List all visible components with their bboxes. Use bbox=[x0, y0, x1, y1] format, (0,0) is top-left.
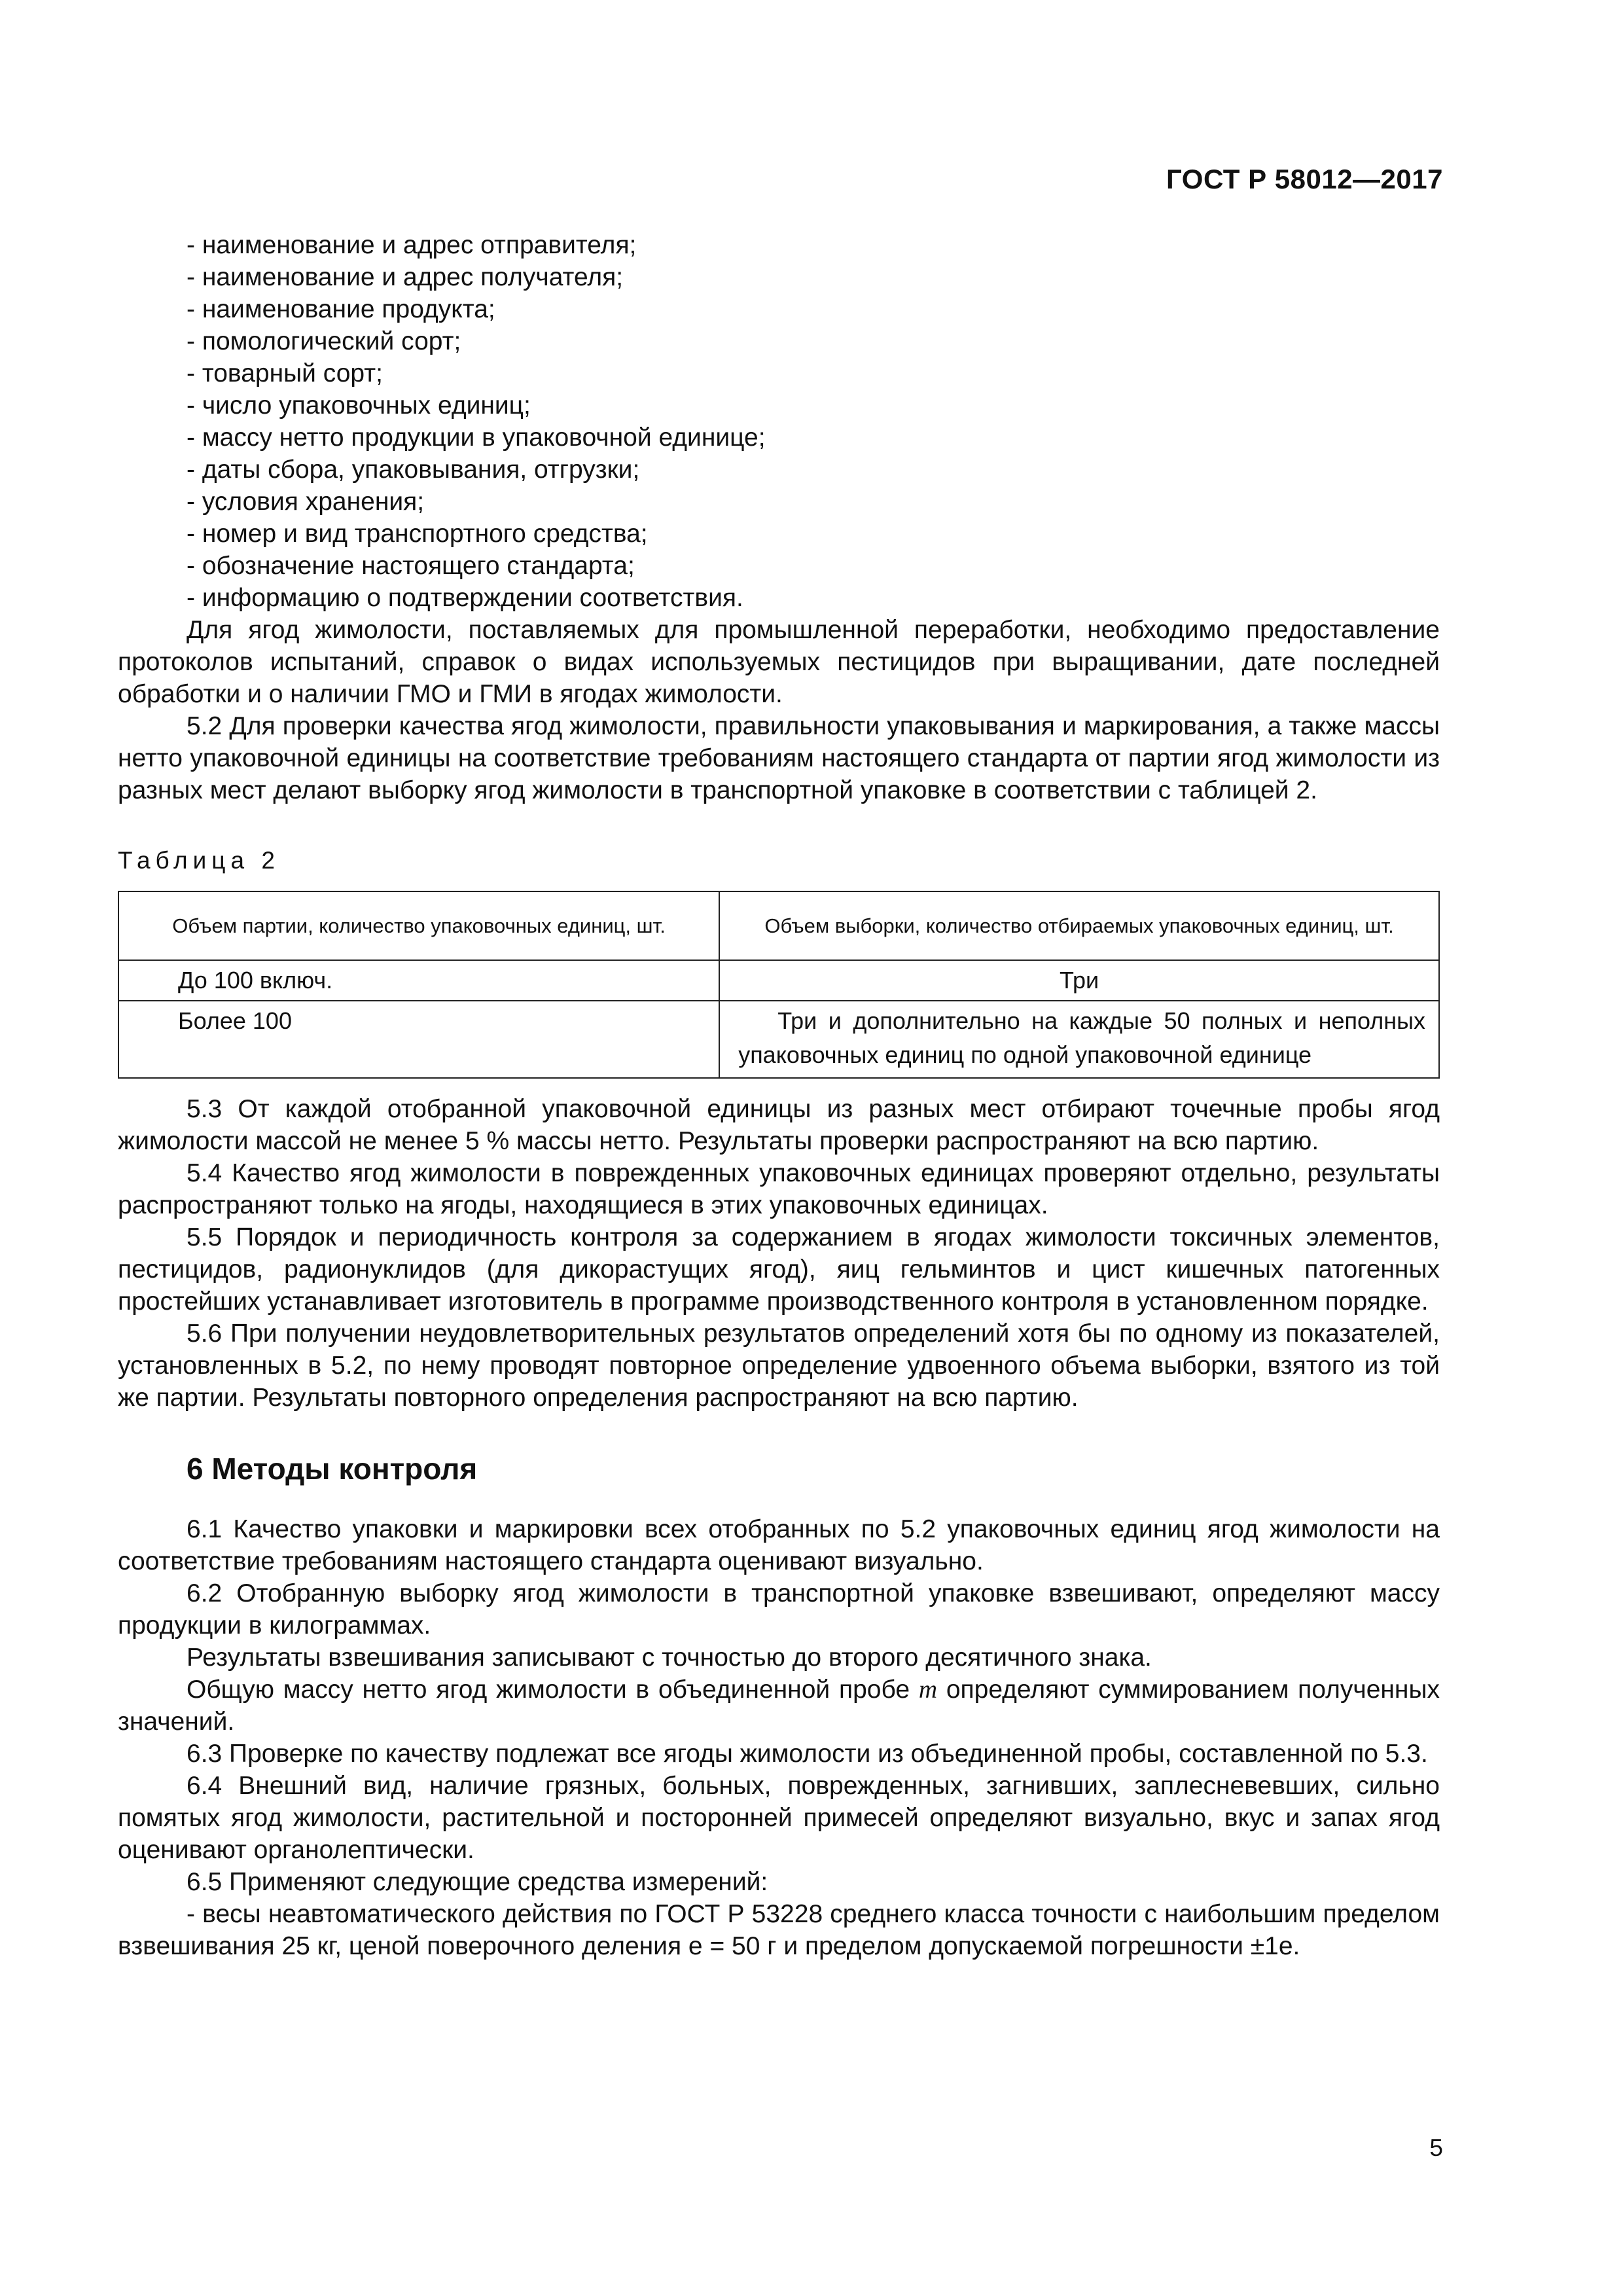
total-mass-text-end: определяют суммированием полученных значений. bbox=[118, 1676, 1440, 1736]
page-number: 5 bbox=[1429, 2134, 1443, 2161]
list-item: - номер и вид транспортного средства; bbox=[187, 520, 648, 548]
sampling-table bbox=[118, 891, 1440, 1079]
total-mass-text-start: Общую массу нетто ягод жимолости в объединенной пробе bbox=[187, 1676, 919, 1704]
list-item: - наименование и адрес получателя; bbox=[187, 263, 624, 291]
paragraph-weighing: Результаты взвешивания записывают с точностью до второго десятичного знака. bbox=[187, 1643, 1152, 1672]
list-item: - массу нетто продукции в упаковочной единице; bbox=[187, 423, 766, 452]
table-header-lot: Объем партии, количество упаковочных единиц, шт. bbox=[118, 891, 719, 960]
table-row bbox=[118, 960, 1439, 1001]
mass-variable: m bbox=[918, 1676, 938, 1704]
list-item: - наименование продукта; bbox=[187, 295, 495, 323]
paragraph-total-mass bbox=[118, 1674, 1440, 1738]
table-header-sample: Объем выборки, количество отбираемых упаковочных единиц, шт. bbox=[719, 891, 1439, 960]
list-item: - информацию о подтверждении соответствия. bbox=[187, 584, 743, 612]
paragraph-5-3: 5.3 От каждой отобранной упаковочной единицы из разных мест отбирают точечные пробы ягод жимолости массой не менее 5 % массы нетто. Результаты проверки распространяют на всю партию. bbox=[118, 1095, 1440, 1155]
table-cell-sample: Три и дополнительно на каждые 50 полных и неполных упаковочных единиц по одной упаковочной единице bbox=[719, 1001, 1439, 1078]
section-6-title: 6 Методы контроля bbox=[187, 1452, 478, 1486]
paragraph-6-1: 6.1 Качество упаковки и маркировки всех отобранных по 5.2 упаковочных единиц ягод жимолости на соответствие требованиям настоящего стандарта оценивают визуально. bbox=[118, 1515, 1440, 1575]
list-item: - помологический сорт; bbox=[187, 327, 461, 355]
paragraph-5-5: 5.5 Порядок и периодичность контроля за содержанием в ягодах жимолости токсичных элементов, пестицидов, радионуклидов (для дикорастущих ягод), яиц гельминтов и цист кишечных патогенных простейших устанавливает изготовитель в программе производственного контроля в установленном порядке. bbox=[118, 1223, 1440, 1316]
list-item: - наименование и адрес отправителя; bbox=[187, 231, 637, 259]
paragraph-5-2: 5.2 Для проверки качества ягод жимолости, правильности упаковывания и маркирования, а также массы нетто упаковочной единицы на соответствие требованиям настоящего стандарта от партии ягод жимолости из разных мест делают выборку ягод жимолости в транспортной упаковке в соответствии с таблицей 2. bbox=[118, 712, 1440, 804]
list-item: - даты сбора, упаковывания, отгрузки; bbox=[187, 456, 640, 484]
table-row bbox=[118, 1001, 1439, 1078]
paragraph-scales: - весы неавтоматического действия по ГОСТ Р 53228 среднего класса точности с наибольшим пределом взвешивания 25 кг, ценой поверочного деления e = 50 г и пределом допускаемой погрешности ±1e. bbox=[118, 1900, 1440, 1960]
paragraph-5-6: 5.6 При получении неудовлетворительных результатов определений хотя бы по одному из показателей, установленных в 5.2, по нему проводят повторное определение удвоенного объема выборки, взятого из той же партии. Результаты повторного определения распространяют на всю партию. bbox=[118, 1319, 1440, 1412]
list bbox=[118, 229, 1440, 614]
paragraph-6-3: 6.3 Проверке по качеству подлежат все ягоды жимолости из объединенной пробы, составленной по 5.3. bbox=[187, 1740, 1428, 1768]
paragraph-6-2: 6.2 Отобранную выборку ягод жимолости в транспортной упаковке взвешивают, определяют массу продукции в килограммах. bbox=[118, 1579, 1440, 1640]
paragraph-industrial-processing: Для ягод жимолости, поставляемых для промышленной переработки, необходимо предоставление протоколов испытаний, справок о видах используемых пестицидов при выращивании, дате последней обработки и о наличии ГМО и ГМИ в ягодах жимолости. bbox=[118, 616, 1440, 708]
list-item: - условия хранения; bbox=[187, 488, 425, 516]
paragraph-6-5: 6.5 Применяют следующие средства измерений: bbox=[187, 1868, 768, 1896]
table-caption: Таблица 2 bbox=[118, 847, 280, 874]
table-cell-lot: До 100 включ. bbox=[118, 960, 719, 1001]
section-5-continued bbox=[118, 1093, 1440, 1414]
list-item: - товарный сорт; bbox=[187, 359, 383, 387]
page-content bbox=[118, 229, 1440, 1962]
list-item: - обозначение настоящего стандарта; bbox=[187, 552, 635, 580]
paragraph-6-4: 6.4 Внешний вид, наличие грязных, больных, поврежденных, загнивших, заплесневевших, сильно помятых ягод жимолости, растительной и посторонней примесей определяют визуально, вкус и запах ягод оценивают органолептически. bbox=[118, 1772, 1440, 1864]
list-item: - число упаковочных единиц; bbox=[187, 391, 531, 420]
table-cell-lot: Более 100 bbox=[118, 1001, 719, 1078]
table-cell-sample: Три bbox=[719, 960, 1439, 1001]
paragraph-5-4: 5.4 Качество ягод жимолости в поврежденных упаковочных единицах проверяют отдельно, результаты распространяют только на ягоды, находящиеся в этих упаковочных единицах. bbox=[118, 1159, 1440, 1219]
document-header: ГОСТ Р 58012—2017 bbox=[1166, 164, 1443, 194]
table-header-row bbox=[118, 891, 1439, 960]
